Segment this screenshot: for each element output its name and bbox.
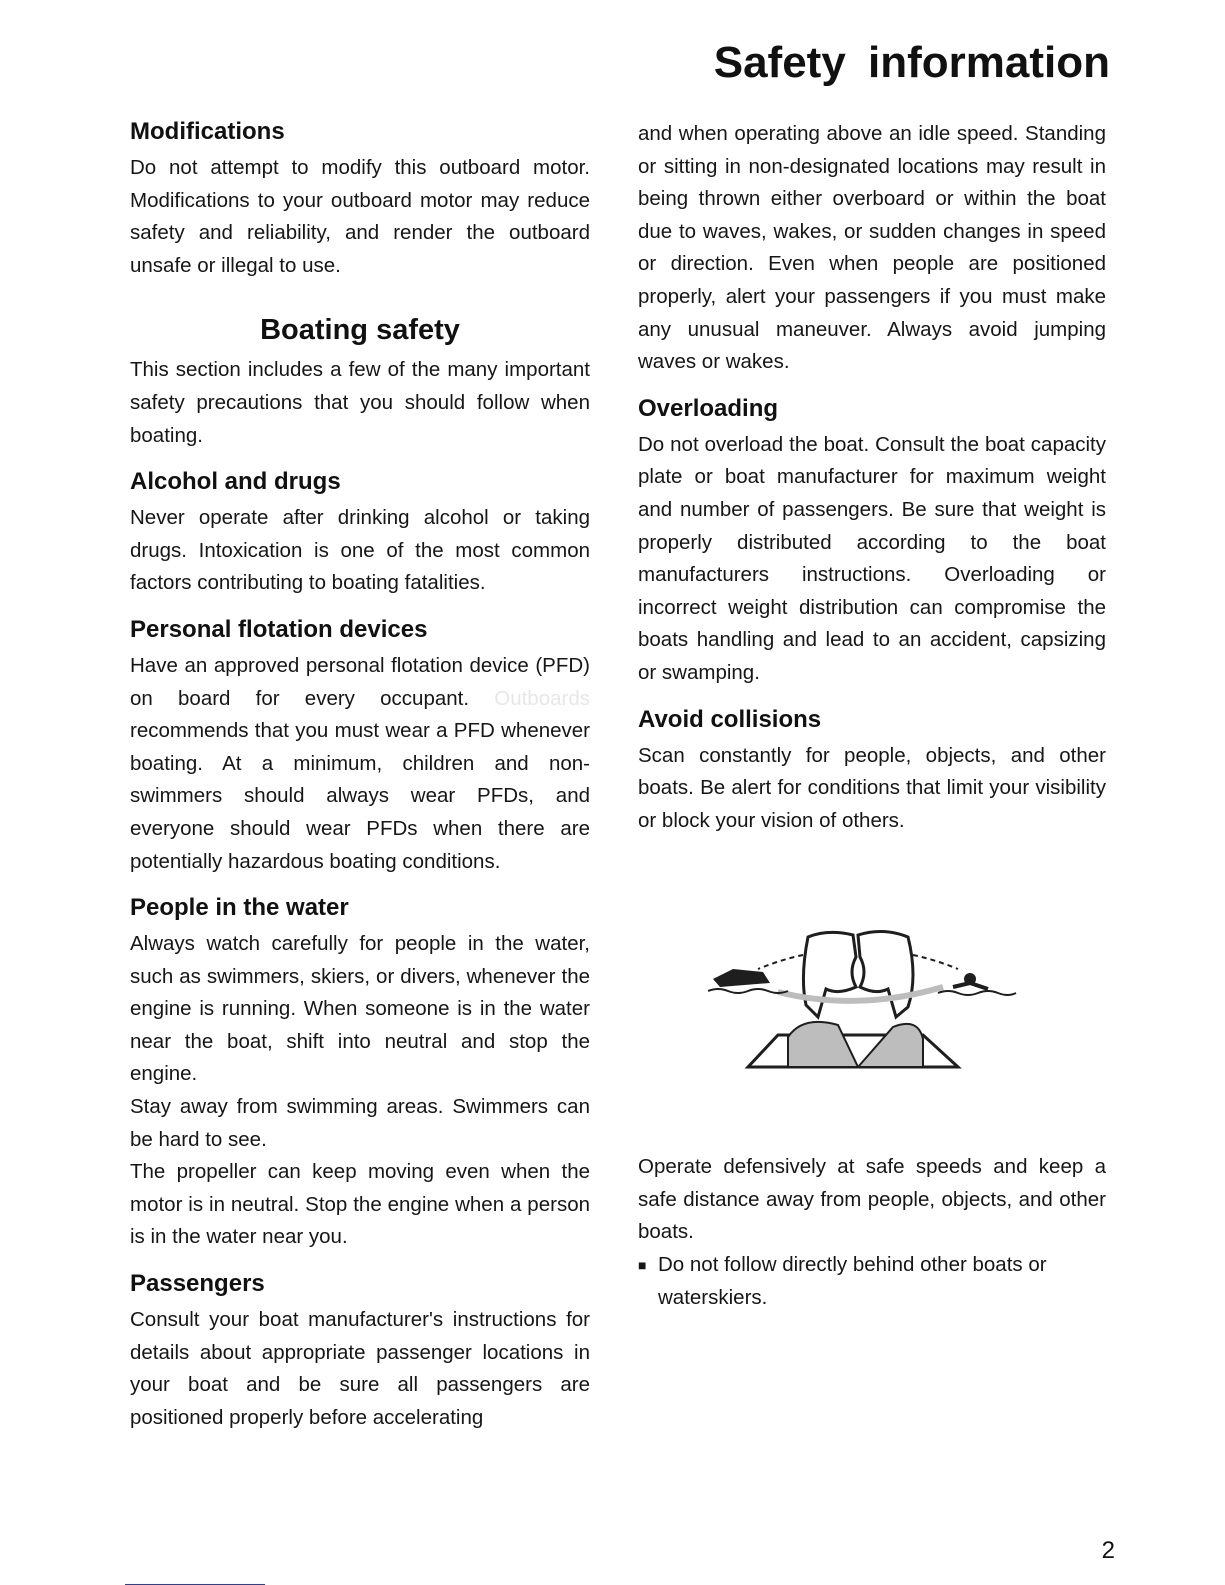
people-water-heading: People in the water: [130, 894, 349, 922]
section-alcohol-drugs: [130, 468, 590, 600]
people-water-p2: Stay away from swimming areas. Swimmers can be hard to see.: [130, 1095, 590, 1151]
head-right: [858, 932, 913, 1018]
swimmer-body: [953, 983, 988, 989]
boating-safety-text: This section includes a few of the many important safety precautions that you should follow when boating.: [130, 358, 590, 447]
section-modifications: [130, 118, 590, 282]
boating-safety-heading: Boating safety: [260, 314, 460, 347]
alcohol-heading: Alcohol and drugs: [130, 468, 341, 496]
lookout-illustration-icon: [708, 917, 1018, 1077]
section-passengers: [130, 1270, 590, 1434]
pfd-faint-brand: Outboards: [494, 686, 590, 710]
pfd-text-after: recommends that you must wear a PFD whenever boating. At a minimum, children and non-swimmers should always wear PFDs, and everyone should wear PFDs when there are potentially hazardous boating conditions.: [130, 719, 590, 873]
sight-line-right: [913, 955, 958, 969]
left-column: [130, 118, 590, 1434]
pfd-heading: Personal flotation devices: [130, 615, 428, 643]
pfd-text-before: Have an approved personal flotation device (PFD) on board for every occupant.: [130, 653, 590, 710]
section-overloading: [638, 395, 1106, 690]
bullet-text: Do not follow directly behind other boats or waterskiers.: [658, 1253, 1047, 1309]
collisions-after-figure-text: Operate defensively at safe speeds and keep a safe distance away from people, objects, and other boats.: [638, 1155, 1106, 1244]
modifications-text: Do not attempt to modify this outboard motor. Modifications to your outboard motor may reduce safety and reliability, and render the outboard unsafe or illegal to use.: [130, 156, 590, 277]
section-people-water: [130, 894, 590, 1254]
passengers-text: Consult your boat manufacturer's instructions for details about appropriate passenger locations in your boat and be sure all passengers are positioned properly before accelerating: [130, 1308, 590, 1429]
right-column: [638, 118, 1106, 1314]
section-avoid-collisions: [638, 706, 1106, 1315]
passengers-heading: Passengers: [130, 1270, 265, 1298]
seat-cushion-right: [858, 1024, 923, 1067]
page-title: Safety information: [713, 38, 1110, 87]
bullet-item: [638, 1249, 1106, 1314]
overloading-text: Do not overload the boat. Consult the boat capacity plate or boat manufacturer for maximum weight and number of passengers. Be sure that weight is properly distributed according to the boat manufacturers instructions. Overloading or incorrect weight distribution can compromise the boats handling and lead to an accident, capsizing or swamping.: [638, 432, 1106, 684]
section-pfd: [130, 616, 590, 878]
passengers-continued-text: and when operating above an idle speed. Standing or sitting in non-designated locations may result in being thrown either overboard or within the boat due to waves, wakes, or sudden changes in speed or direction. Even when people are positioned properly, alert your passengers if you must make any unusual maneuver. Always avoid jumping waves or wakes.: [638, 122, 1106, 374]
bullet-square-icon: ■: [638, 1257, 647, 1274]
collisions-heading: Avoid collisions: [638, 705, 822, 733]
seat-cushion: [788, 1022, 858, 1067]
sight-line-left: [758, 955, 803, 969]
head-left: [803, 933, 856, 1018]
people-water-p1: Always watch carefully for people in the water, such as swimmers, skiers, or divers, whenever the engine is running. When someone is in the water near the boat, shift into neutral and stop the engine.: [130, 932, 590, 1086]
collisions-text: Scan constantly for people, objects, and other boats. Be alert for conditions that limit your visibility or block your vision of others.: [638, 743, 1106, 832]
people-water-p3: The propeller can keep moving even when the motor is in neutral. Stop the engine when a person is in the water near you.: [130, 1160, 590, 1249]
alcohol-text: Never operate after drinking alcohol or taking drugs. Intoxication is one of the most common factors contributing to boating fatalities.: [130, 506, 590, 595]
page-number: 2: [1101, 1537, 1115, 1564]
lookout-illustration: [708, 917, 1018, 1077]
pfd-text: [130, 650, 590, 878]
water-left: [708, 989, 788, 993]
overloading-heading: Overloading: [638, 394, 779, 422]
modifications-heading: Modifications: [130, 118, 285, 145]
boat-icon: [713, 969, 770, 987]
section-boating-safety: [130, 312, 590, 452]
water-right: [938, 991, 1016, 995]
